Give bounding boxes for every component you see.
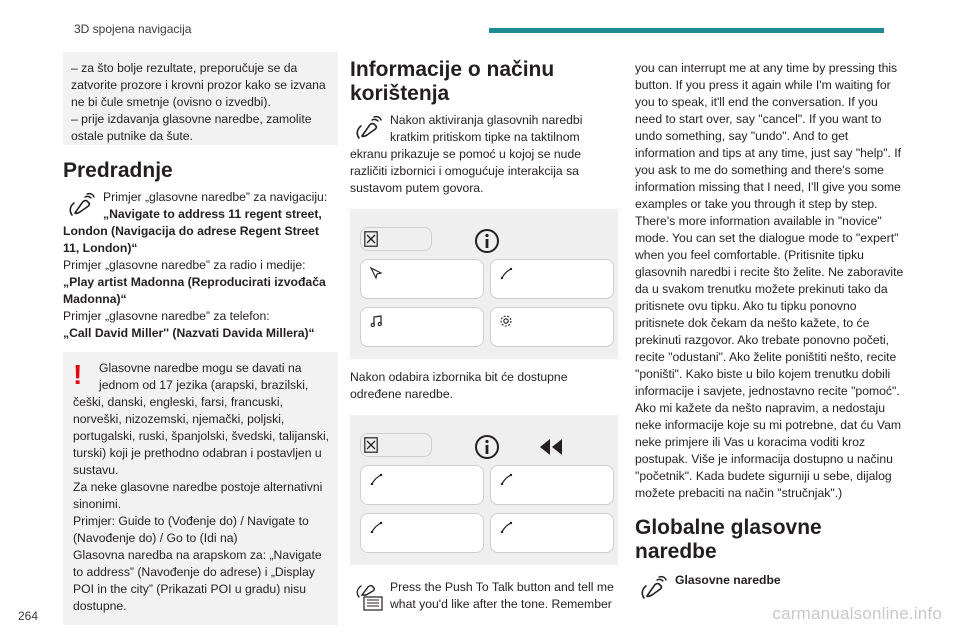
menu-tile-navigation <box>360 259 484 299</box>
section-title-usage-info <box>350 58 620 106</box>
command-tile <box>360 465 484 505</box>
section-title-predradnje: Predradnje <box>63 159 173 182</box>
push-to-talk-paragraph <box>350 579 620 613</box>
usage-intro <box>350 112 620 197</box>
voice-command-icon <box>635 574 669 604</box>
menu-tile-phone <box>490 259 614 299</box>
header-accent-bar <box>489 28 884 33</box>
example-intro: Primjer „glasovne naredbe” za navigaciju: <box>103 190 328 204</box>
help-screen-illustration <box>350 209 618 359</box>
rewind-icon <box>538 437 564 462</box>
warning-text: Glasovne naredbe mogu se davati na jednom od 17 jezika (arapski, brazilski, češki, danski, engleski, farsi, francuski, norveški, nizozemski, njemački, poljski, portugalski, ruski, španjolski, švedski, talijanski, turski) koji je prethodno odabran i postavljen u sustavu. <box>73 361 330 477</box>
glasovne-label: Glasovne naredbe <box>675 573 781 587</box>
intro-text: Nakon aktiviranja glasovnih naredbi kratkim pritiskom tipke na taktilnom ekranu prikazuje se pomoć u kojoj se nude različiti izbornici i omogućuje interakcija sa sustavom putem govora. <box>350 113 583 195</box>
info-icon <box>474 434 500 465</box>
ptt-text: Press the Push To Talk button and tell me what you'd like after the tone. Remember <box>390 580 614 611</box>
command-tile <box>360 513 484 553</box>
warning-text: Za neke glasovne naredbe postoje alternativni sinonimi. <box>73 480 323 511</box>
music-note-icon <box>369 314 383 328</box>
warning-box <box>63 352 338 625</box>
note-line: – prije izdavanja glasovne naredbe, zamolite ostale putnike da šute. <box>71 112 312 143</box>
voice-command-icon <box>63 191 97 221</box>
warning-icon: ! <box>73 359 83 390</box>
section-title-global-commands: Globalne glasovne naredbe <box>635 516 822 563</box>
column-right <box>635 60 905 606</box>
after-select-text: Nakon odabira izbornika bit će dostupne određene naredbe. <box>350 370 568 401</box>
menu-tile-settings <box>490 307 614 347</box>
voice-small-icon <box>499 520 513 534</box>
example-intro: Primjer „glasovne naredbe” za telefon: <box>63 309 270 323</box>
warning-text: Glasovna naredba na arapskom za: „Navigate to address” (Navođenje do adrese) i „Display POI in the city” (Prikazati POI u gradu) nisu dostupne. <box>73 548 322 613</box>
glasovne-label-row <box>635 572 905 589</box>
example-command: „Call David Miller'' (Nazvati Davida Millera)“ <box>63 326 315 340</box>
screen-top-bar <box>360 433 432 457</box>
title-line: korištenja <box>350 82 450 105</box>
example-command: „Navigate to address 11 regent street, London (Navigacija do adrese Regent Street 11, London)“ <box>63 207 322 255</box>
voice-guide-text: you can interrupt me at any time by pressing this button. If you press it again while I'm waiting for you to speak, it'll end the conversation. If you need to start over, say "cancel". If you want to undo something, say "undo". And to get information and tips at any time, just say "help". If you ask to me do something and there's some information missing that I need, I'll give you some examples or take you through it step by step. There's more information available in "novice" mode. You can set the dialogue mode to "expert" when you feel comfortable. (Pritisnite tipku glasovnih naredbi i recite što želite. Ne zaboravite da u svakom trenutku možete prekinuti tako da pritisnete ovu tipku. Ako tu tipku ponovno pritisnete dok čekam da nešto kažete, to će prekinuti razgovor. Ako trebate ponovno početi, recite "odustani". Ako želite poništiti nešto, recite "poništi". Kako biste u bilo kojem trenutku dobili informacije i savjete, jednostavno recite "pomoć". Ako mi kažete da nešto napravim, a nedostaju neke informacije koje su mi potrebne, dat ću Vam neke primjere ili Vas u koracima voditi kroz postupak. Više je informacija dostupno u načinu "početnik". Kada budete sigurniji u sebe, dijalog možete prebaciti na način "stručnjak".) <box>635 61 904 500</box>
voice-small-icon <box>499 472 513 486</box>
warning-text: Primjer: Guide to (Vođenje do) / Navigate to (Navođenje do) / Go to (Idi na) <box>73 514 309 545</box>
voice-small-icon <box>369 520 383 534</box>
header-title: 3D spojena navigacija <box>74 22 192 36</box>
navigation-icon <box>369 266 383 280</box>
voice-command-icon <box>350 114 384 144</box>
column-middle <box>350 52 620 613</box>
column-left <box>63 52 338 625</box>
voice-small-icon <box>369 472 383 486</box>
tip-note-box <box>63 52 338 145</box>
title-line: Informacije o načinu <box>350 58 555 81</box>
voice-command-with-screen-icon <box>350 581 384 611</box>
info-icon <box>474 228 500 259</box>
gear-icon <box>499 314 513 328</box>
commands-screen-illustration <box>350 415 618 565</box>
command-tile <box>490 513 614 553</box>
page-number: 264 <box>18 609 39 623</box>
menu-tile-media <box>360 307 484 347</box>
watermark: carmanualsonline.info <box>772 604 942 623</box>
example-intro: Primjer „glasovne naredbe” za radio i medije: <box>63 258 306 272</box>
phone-icon <box>499 266 513 280</box>
screen-top-bar <box>360 227 432 251</box>
command-tile <box>490 465 614 505</box>
example-command: „Play artist Madonna (Reproducirati izvođača Madonna)“ <box>63 275 326 306</box>
note-line: – za što bolje rezultate, preporučuje se da zatvorite prozore i krovni prozor kako se izvana ne bi čule smetnje (ovisno o izvedbi). <box>71 61 326 109</box>
predradnje-body <box>63 189 338 342</box>
